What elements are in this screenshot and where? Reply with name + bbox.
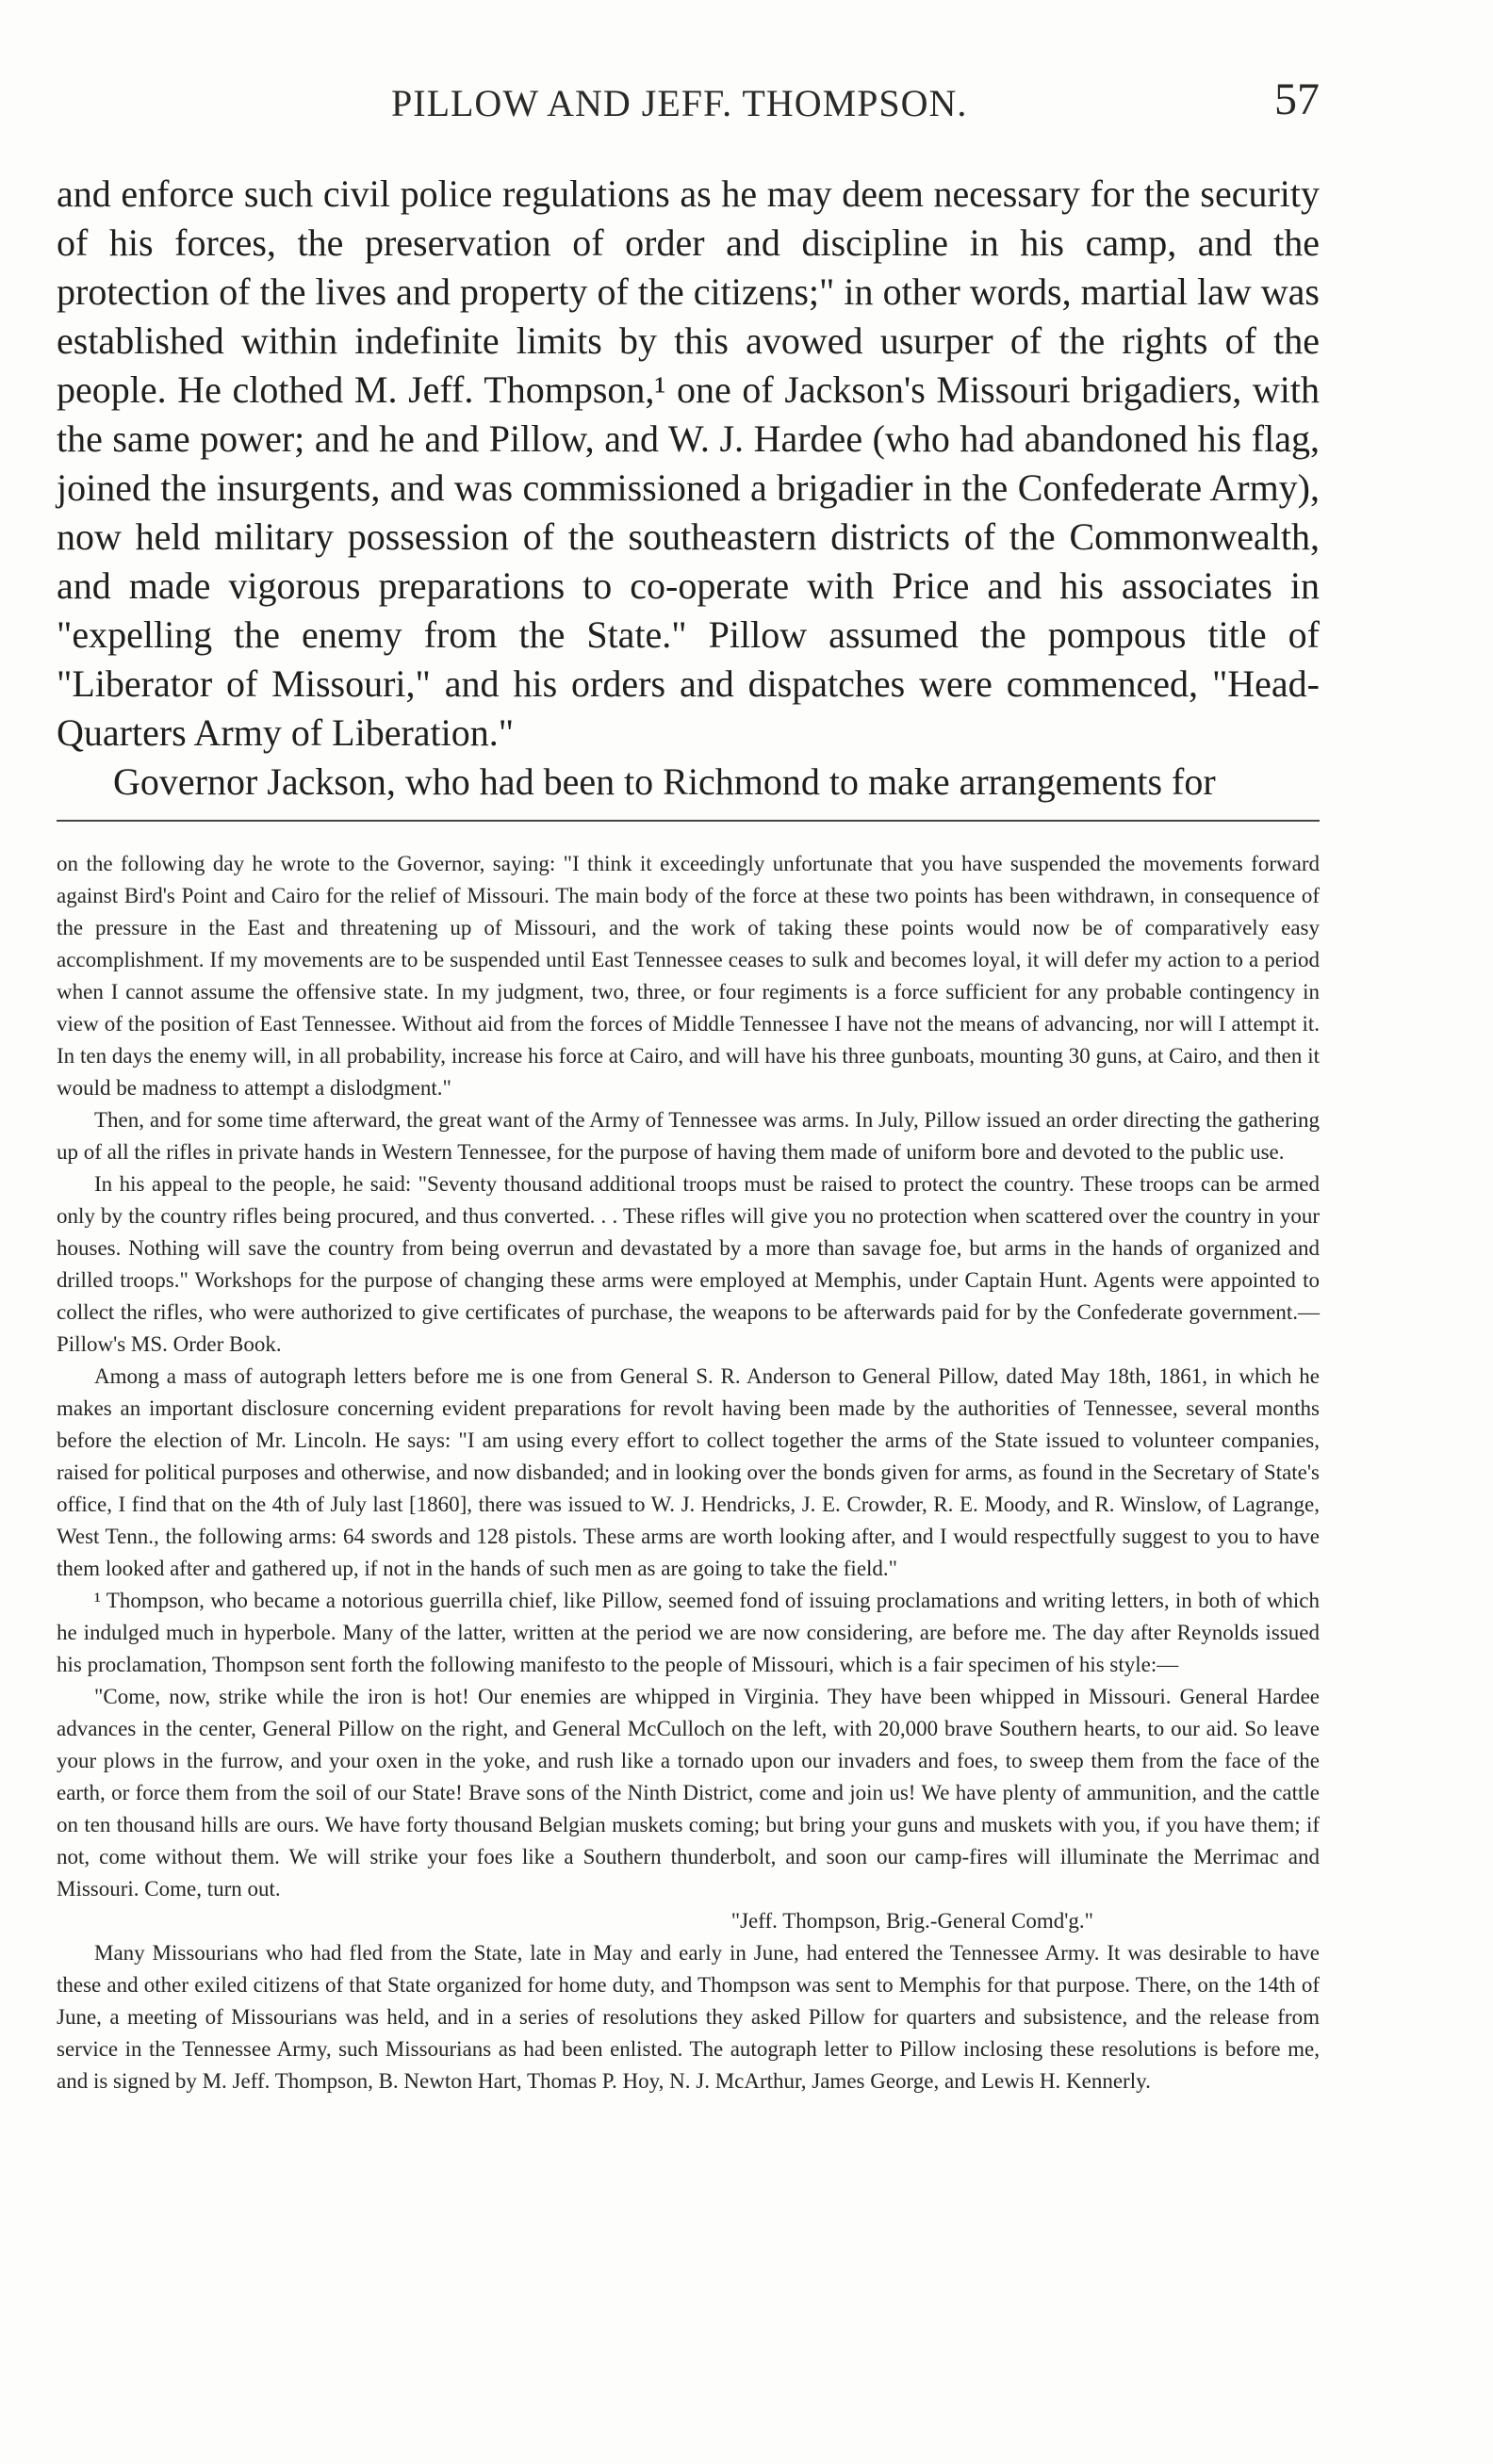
footnote-divider: [57, 820, 1320, 822]
footnote-thompson: ¹ Thompson, who became a notorious guerrilla chief, like Pillow, seemed fond of issuing proclamations and writing letters, in both of which he indulged much in hyperbole. Many of the latter, written at the period we are now considering, are before me. The day after Reynolds issued his proclamation, Thompson sent forth the following manifesto to the people of Missouri, which is a fair specimen of his style:—: [57, 1589, 1320, 1676]
main-paragraph-1: and enforce such civil police regulations as he may deem necessary for the security of his forces, the preservation of order and discipline in his camp, and the protection of the lives and property of the citizens;" in other words, martial law was established within indefinite limits by this avowed usurper of the rights of the people. He clothed M. Jeff. Thompson,¹ one of Jackson's Missouri brigadiers, with the same power; and he and Pillow, and W. J. Hardee (who had abandoned his flag, joined the insurgents, and was commissioned a brigadier in the Confederate Army), now held military possession of the southeastern districts of the Commonwealth, and made vigorous preparations to co-operate with Price and his associates in "expelling the enemy from the State." Pillow assumed the pompous title of "Liberator of Missouri," and his orders and dispatches were commenced, "Head-Quarters Army of Liberation.": [57, 172, 1320, 754]
page-number: 57: [1274, 74, 1320, 124]
manifesto-signature: "Jeff. Thompson, Brig.-General Comd'g.": [730, 1909, 1093, 1933]
footnote-paragraph-appeal: In his appeal to the people, he said: "Seventy thousand additional troops must be raised to protect the country. These troops can be armed only by the country rifles being procured, and thus converted. . . These rifles will give you no protection when scattered over the country in your houses. Nothing will save the country from being overrun and devastated by a more than savage foe, but arms in the hands of organized and drilled troops." Workshops for the purpose of changing these arms were employed at Memphis, under Captain Hunt. Agents were appointed to collect the rifles, who were authorized to give certificates of purchase, the weapons to be afterwards paid for by the Confederate government.—Pillow's MS. Order Book.: [57, 1172, 1320, 1356]
running-head: [57, 73, 1320, 130]
footnotes: [57, 848, 1320, 2097]
main-paragraph-2: Governor Jackson, who had been to Richmond to make arrangements for: [113, 760, 1216, 803]
running-head-title: PILLOW AND JEFF. THOMPSON.: [391, 82, 968, 124]
footnote-manifesto: "Come, now, strike while the iron is hot! Our enemies are whipped in Virginia. They have been whipped in Missouri. General Hardee advances in the center, General Pillow on the right, and General McCulloch on the left, with 20,000 brave Southern hearts, to our aid. So leave your plows in the furrow, and your oxen in the yoke, and rush like a tornado upon our invaders and foes, to sweep them from the face of the earth, or force them from the soil of our State! Brave sons of the Ninth District, come and join us! We have plenty of ammunition, and the cattle on ten thousand hills are ours. We have forty thousand Belgian muskets coming; but bring your guns and muskets with you, if you have them; if not, come without them. We will strike your foes like a Southern thunderbolt, and soon our camp-fires will illuminate the Merrimac and Missouri. Come, turn out.: [57, 1685, 1320, 1901]
footnote-missourians: Many Missourians who had fled from the State, late in May and early in June, had entered the Tennessee Army. It was desirable to have these and other exiled citizens of that State organized for home duty, and Thompson was sent to Memphis for that purpose. There, on the 14th of June, a meeting of Missourians was held, and in a series of resolutions they asked Pillow for quarters and subsistence, and the release from service in the Tennessee Army, such Missourians as had been enlisted. The autograph letter to Pillow inclosing these resolutions is before me, and is signed by M. Jeff. Thompson, B. Newton Hart, Thomas P. Hoy, N. J. McArthur, James George, and Lewis H. Kennerly.: [57, 1941, 1320, 2093]
footnote-paragraph-arms: Then, and for some time afterward, the great want of the Army of Tennessee was arms. In July, Pillow issued an order directing the gathering up of all the rifles in private hands in Western Tennessee, for the purpose of having them made of uniform bore and devoted to the public use.: [57, 1108, 1320, 1164]
footnote-continuation: on the following day he wrote to the Governor, saying: "I think it exceedingly unfortunate that you have suspended the movements forward against Bird's Point and Cairo for the relief of Missouri. The main body of the force at these two points has been withdrawn, in consequence of the pressure in the East and threatening up of Missouri, and the work of taking these points would now be of comparatively easy accomplishment. If my movements are to be suspended until East Tennessee ceases to sulk and becomes loyal, it will defer my action to a period when I cannot assume the offensive state. In my judgment, two, three, or four regiments is a force sufficient for any probable contingency in view of the position of East Tennessee. Without aid from the forces of Middle Tennessee I have not the means of advancing, nor will I attempt it. In ten days the enemy will, in all probability, increase his force at Cairo, and will have his three gunboats, mounting 30 guns, at Cairo, and then it would be madness to attempt a dislodgment.": [57, 852, 1320, 1100]
footnote-paragraph-anderson: Among a mass of autograph letters before me is one from General S. R. Anderson to General Pillow, dated May 18th, 1861, in which he makes an important disclosure concerning evident preparations for revolt having been made by the authorities of Tennessee, several months before the election of Mr. Lincoln. He says: "I am using every effort to collect together the arms of the State issued to volunteer companies, raised for political purposes and otherwise, and now disbanded; and in looking over the bonds given for arms, as found in the Secretary of State's office, I find that on the 4th of July last [1860], there was issued to W. J. Hendricks, J. E. Crowder, R. E. Moody, and R. Winslow, of Lagrange, West Tenn., the following arms: 64 swords and 128 pistols. These arms are worth looking after, and I would respectfully suggest to you to have them looked after and gathered up, if not in the hands of such men as are going to take the field.": [57, 1364, 1320, 1580]
main-text: [57, 170, 1320, 807]
